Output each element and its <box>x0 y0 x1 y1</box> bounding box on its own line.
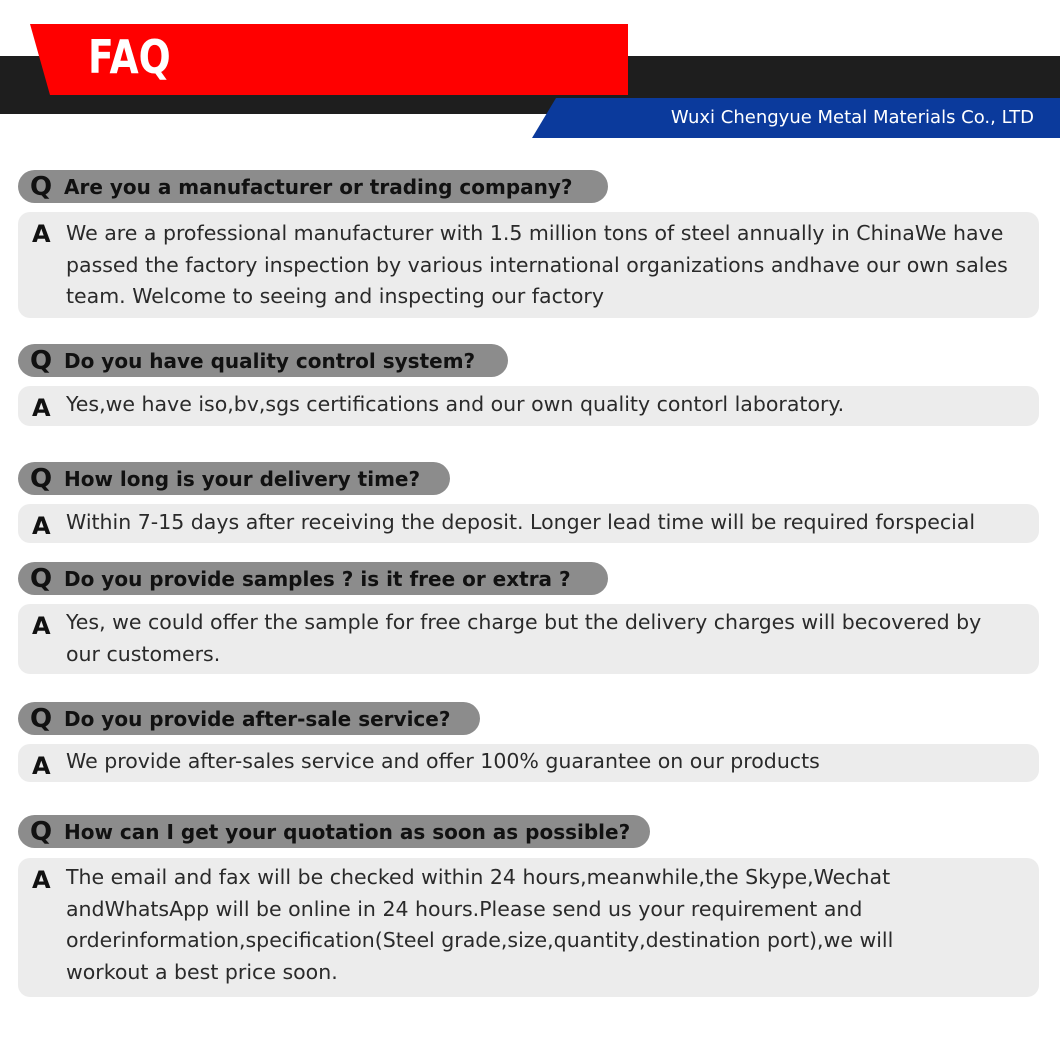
answer-box <box>18 504 1039 543</box>
answer-box <box>18 858 1039 997</box>
a-marker: A <box>32 220 51 248</box>
a-marker: A <box>32 394 51 422</box>
answer-box <box>18 386 1039 426</box>
company-name: Wuxi Chengyue Metal Materials Co., LTD <box>670 107 1034 128</box>
answer-text: We provide after-sales service and offer 100% guarantee on our products <box>66 749 820 773</box>
answer-text: Within 7-15 days after receiving the deposit. Longer lead time will be required forspecial <box>66 510 976 534</box>
question-text: Do you have quality control system? <box>64 348 476 373</box>
answer-text: The email and fax will be checked within 24 hours,meanwhile,the Skype,Wechat andWhatsApp will be online in 24 hours.Please send us your requirement and orderinformation,specification(Steel grade,size,quantity,destination port),we will workout a best price soon. <box>66 865 894 984</box>
question-text: Do you provide samples ? is it free or extra ? <box>64 566 571 591</box>
question-text: How long is your delivery time? <box>64 466 421 491</box>
q-marker: Q <box>30 171 53 202</box>
q-marker: Q <box>30 463 53 494</box>
answer-text: Yes,we have iso,bv,sgs certifications and our own quality contorl laboratory. <box>66 392 845 416</box>
answer-box <box>18 744 1039 782</box>
question-pill <box>18 462 450 495</box>
question-pill <box>18 815 650 848</box>
a-marker: A <box>32 752 51 780</box>
q-marker: Q <box>30 816 53 847</box>
question-pill <box>18 344 508 377</box>
question-text: Are you a manufacturer or trading company? <box>64 174 573 199</box>
question-text: How can I get your quotation as soon as possible? <box>64 819 631 844</box>
header-banner <box>0 0 1060 140</box>
q-marker: Q <box>30 563 53 594</box>
q-marker: Q <box>30 345 53 376</box>
question-text: Do you provide after-sale service? <box>64 706 451 731</box>
page-title: FAQ <box>88 30 171 84</box>
answer-box <box>18 604 1039 674</box>
a-marker: A <box>32 866 51 894</box>
answer-text: We are a professional manufacturer with 1.5 million tons of steel annually in ChinaWe have passed the factory inspection by various international organizations andhave our own sales team. Welcome to seeing and inspecting our factory <box>66 221 1008 308</box>
a-marker: A <box>32 612 51 640</box>
question-pill <box>18 702 480 735</box>
answer-text: Yes, we could offer the sample for free charge but the delivery charges will becovered by our customers. <box>66 610 982 666</box>
answer-box <box>18 212 1039 318</box>
q-marker: Q <box>30 703 53 734</box>
question-pill <box>18 562 608 595</box>
a-marker: A <box>32 512 51 540</box>
question-pill <box>18 170 608 203</box>
